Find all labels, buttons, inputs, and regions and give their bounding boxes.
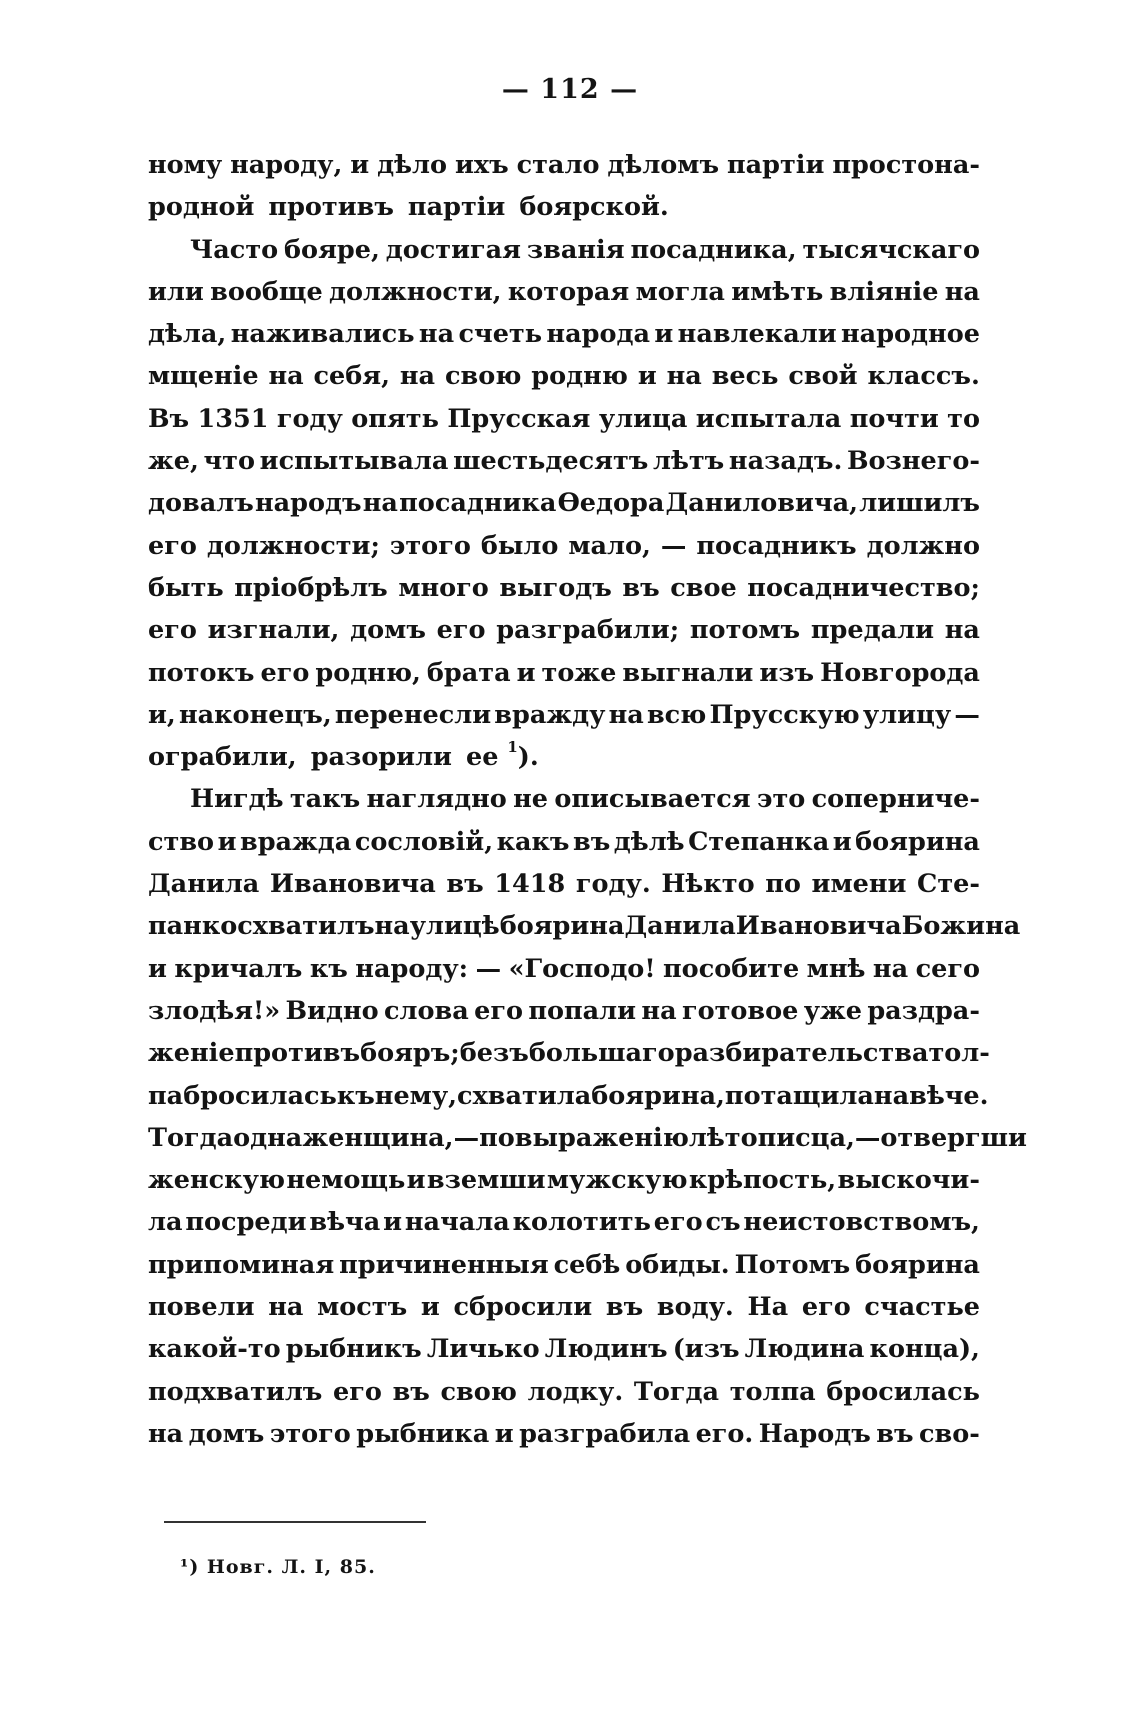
word: ограбили, xyxy=(148,742,297,773)
word: Тогда xyxy=(148,1122,234,1153)
word: мужскую xyxy=(546,1165,688,1196)
word: Нигдѣ xyxy=(190,784,284,815)
word: дѣлѣ xyxy=(613,826,685,857)
word: Вознего- xyxy=(846,446,980,477)
word: Въ xyxy=(148,403,190,434)
word: улицу xyxy=(862,699,952,730)
word: шестьдесятъ xyxy=(453,446,649,477)
word: свой xyxy=(788,361,858,392)
word: готовое xyxy=(681,995,799,1026)
word: дѣло xyxy=(377,150,448,180)
word: на xyxy=(418,319,455,350)
word: начала xyxy=(404,1207,510,1238)
word: сего xyxy=(915,953,980,984)
word: его xyxy=(801,1292,851,1323)
word: на xyxy=(944,615,980,646)
word: Данила xyxy=(148,869,260,900)
word: нему, xyxy=(374,1080,458,1111)
text-line xyxy=(148,778,980,820)
word: Степанка xyxy=(688,826,830,857)
text-line xyxy=(148,398,980,440)
text-line xyxy=(148,144,980,186)
word: и xyxy=(420,1292,440,1323)
word: его xyxy=(148,615,197,646)
text-line xyxy=(148,525,980,567)
text-line xyxy=(148,271,980,313)
word: на xyxy=(399,361,436,392)
word: Прусскую xyxy=(709,699,860,730)
word: къ xyxy=(336,1080,375,1111)
word: и xyxy=(516,657,536,688)
word: по xyxy=(765,869,801,900)
word: бояръ; xyxy=(360,1038,460,1069)
text-line xyxy=(148,948,980,990)
word: отвергши xyxy=(880,1122,1027,1153)
word: причиненныя xyxy=(339,1249,549,1280)
word: навлекали xyxy=(677,319,837,350)
text-line xyxy=(148,1371,980,1413)
word: противъ xyxy=(234,1038,361,1069)
text-line xyxy=(148,229,980,271)
word: на xyxy=(362,488,398,519)
word: бросилась xyxy=(826,1376,980,1407)
text-line xyxy=(148,440,980,482)
word: схватила xyxy=(457,1080,592,1111)
text-line xyxy=(148,821,980,863)
text-line xyxy=(148,905,1021,947)
word: могла xyxy=(635,276,725,307)
word: 1418 xyxy=(494,869,566,900)
word: почти xyxy=(849,403,939,434)
body-text xyxy=(148,144,1027,1455)
word: Часто xyxy=(190,234,279,265)
text-line xyxy=(148,863,980,905)
word: выгодъ xyxy=(499,572,612,603)
word: его xyxy=(436,615,486,646)
text-line xyxy=(148,186,980,228)
word: достигая xyxy=(385,234,521,265)
word: вражда xyxy=(239,826,352,857)
word: Даниловича, xyxy=(665,488,859,519)
word: ство xyxy=(148,826,215,857)
word: Өедора xyxy=(557,488,665,519)
word: выгнали xyxy=(622,657,754,688)
word: партіи xyxy=(726,150,825,180)
word: должности, xyxy=(329,276,502,307)
word: Нѣкто xyxy=(661,869,755,900)
word: на xyxy=(268,361,304,392)
word: лодку. xyxy=(527,1376,624,1407)
word: Потомъ xyxy=(734,1249,851,1280)
word: повели xyxy=(148,1292,255,1323)
word: году xyxy=(276,403,343,434)
word: вѣче. xyxy=(909,1080,989,1111)
text-line xyxy=(148,313,980,355)
text-line xyxy=(148,736,980,778)
word: потокъ xyxy=(148,657,255,688)
word: Ивановича xyxy=(735,911,902,942)
word: на xyxy=(944,276,980,307)
word: боярина xyxy=(499,911,625,942)
word: дѣла, xyxy=(148,319,227,350)
word: Людинъ xyxy=(544,1334,668,1365)
word: на xyxy=(268,1292,304,1323)
page-number: — 112 — xyxy=(501,74,639,105)
word: году. xyxy=(575,869,651,900)
text-line xyxy=(148,694,980,736)
word: которая xyxy=(507,276,630,307)
word: разорили xyxy=(310,742,452,773)
word: счастье xyxy=(864,1292,980,1323)
word: — xyxy=(854,1122,881,1153)
word: наглядно xyxy=(366,784,507,815)
text-line xyxy=(148,355,980,397)
word: народное xyxy=(841,319,980,350)
word: на xyxy=(872,953,909,984)
word: улица xyxy=(598,403,688,434)
word: тол- xyxy=(928,1038,990,1069)
word: противъ xyxy=(268,192,394,223)
word: испытывала xyxy=(259,446,449,477)
word: въ xyxy=(876,1418,914,1449)
word: его xyxy=(333,1376,382,1407)
word: конца), xyxy=(869,1334,980,1365)
word: стало xyxy=(516,150,600,180)
word: Божина xyxy=(901,911,1021,942)
word: партіи xyxy=(407,192,506,223)
word: предали xyxy=(810,615,934,646)
word: должности; xyxy=(206,530,380,561)
word: кричалъ xyxy=(174,953,303,984)
word: боярина xyxy=(855,826,980,857)
word: рыбникъ xyxy=(285,1334,422,1365)
word: посреди xyxy=(185,1207,307,1238)
text-line xyxy=(148,990,980,1032)
word: наконецъ, xyxy=(178,699,332,730)
word: тысячскаго xyxy=(802,234,980,265)
word: въ xyxy=(446,869,484,900)
word: свое xyxy=(670,572,737,603)
word: на xyxy=(641,995,677,1026)
word: какой-то xyxy=(148,1334,281,1365)
word: вообще xyxy=(210,276,323,307)
text-line xyxy=(148,1328,980,1370)
word: соперниче- xyxy=(811,784,980,815)
word: его xyxy=(148,530,197,561)
word: имени xyxy=(811,869,907,900)
word: бояре, xyxy=(284,234,380,265)
word: испытала xyxy=(695,403,842,434)
word: родню xyxy=(531,361,628,392)
word: (изъ xyxy=(672,1334,740,1365)
word: сво- xyxy=(919,1418,980,1449)
word: тоже xyxy=(541,657,617,688)
text-line xyxy=(148,1201,980,1243)
word: родню, xyxy=(315,657,421,688)
text-line xyxy=(148,567,980,609)
word: Прусская xyxy=(447,403,591,434)
word: наживались xyxy=(230,319,415,350)
word: боярина xyxy=(855,1249,980,1280)
word: панко xyxy=(148,911,238,942)
word: и xyxy=(406,1165,426,1196)
word: ее $^1$). xyxy=(465,737,539,773)
word: это xyxy=(756,784,806,815)
word: простона- xyxy=(832,150,980,180)
word: изъ xyxy=(759,657,815,688)
word: на xyxy=(666,361,702,392)
word: и xyxy=(350,150,370,180)
word: рыбника xyxy=(356,1418,490,1449)
word: быть xyxy=(148,572,224,603)
word: женскую xyxy=(148,1165,286,1196)
footnote: ¹) Новг. Л. I, 85. xyxy=(180,1556,376,1578)
word: ла xyxy=(148,1207,183,1238)
word: Людина xyxy=(744,1334,865,1365)
word: по xyxy=(479,1122,515,1153)
word: что xyxy=(203,446,255,477)
word: безъ xyxy=(459,1038,529,1069)
word: и xyxy=(217,826,237,857)
text-line xyxy=(148,1159,980,1201)
word: и xyxy=(383,1207,403,1238)
word: — xyxy=(453,1122,480,1153)
word: уже xyxy=(803,995,862,1026)
word: назадъ. xyxy=(728,446,843,477)
word: перенесли xyxy=(334,699,492,730)
word: пріобрѣлъ xyxy=(234,572,388,603)
word: разграбила xyxy=(519,1418,691,1449)
word: посадника, xyxy=(630,234,797,265)
word: его xyxy=(474,995,523,1026)
word: разбирательства xyxy=(674,1038,929,1069)
word: посадника xyxy=(399,488,557,519)
word: свою xyxy=(444,361,522,392)
word: въ xyxy=(622,572,660,603)
word: такъ xyxy=(289,784,361,815)
word: колотить xyxy=(512,1207,651,1238)
word: сбросили xyxy=(453,1292,593,1323)
word: ихъ xyxy=(454,150,509,180)
word: всю xyxy=(646,699,707,730)
word: съ xyxy=(705,1207,741,1238)
word: Новгорода xyxy=(820,657,980,688)
text-line xyxy=(148,609,980,651)
word: посадникъ xyxy=(696,530,857,561)
word: одна xyxy=(233,1122,303,1153)
word: дѣломъ xyxy=(607,150,720,180)
word: лишилъ xyxy=(859,488,980,519)
word: женіе xyxy=(148,1038,235,1069)
word: и xyxy=(654,319,674,350)
text-line xyxy=(148,1244,980,1286)
word: не xyxy=(513,784,549,815)
word: большаго xyxy=(528,1038,675,1069)
word: брата xyxy=(426,657,511,688)
word: и xyxy=(832,826,852,857)
word: крѣпость, xyxy=(688,1165,837,1196)
word: довалъ xyxy=(148,488,254,519)
word: вземши xyxy=(426,1165,546,1196)
word: «Господо! xyxy=(508,953,656,984)
word: въ xyxy=(573,826,611,857)
word: толпа xyxy=(729,1376,816,1407)
word: какъ xyxy=(496,826,570,857)
word: на xyxy=(608,699,644,730)
word: родной xyxy=(148,192,255,223)
word: свою xyxy=(440,1376,517,1407)
word: на xyxy=(873,1080,910,1111)
word: попали xyxy=(528,995,637,1026)
word: — xyxy=(954,699,980,730)
word: потомъ xyxy=(689,615,801,646)
word: схватилъ xyxy=(237,911,375,942)
word: воду. xyxy=(656,1292,734,1323)
word: бросилась xyxy=(183,1080,337,1111)
word: его xyxy=(653,1207,703,1238)
word: домъ xyxy=(188,1418,265,1449)
word: въ xyxy=(605,1292,644,1323)
word: па xyxy=(148,1080,184,1111)
text-line xyxy=(148,1032,990,1074)
word: вѣча xyxy=(309,1207,381,1238)
word: должно xyxy=(866,530,980,561)
word: посадничество; xyxy=(747,572,980,603)
word: народа xyxy=(546,319,650,350)
word: же, xyxy=(148,446,199,477)
word: этого xyxy=(389,530,471,561)
word: Сте- xyxy=(917,869,980,900)
word: мнѣ xyxy=(806,953,866,984)
word: — xyxy=(475,953,502,984)
word: званія xyxy=(526,234,625,265)
word: къ xyxy=(309,953,348,984)
word: лѣтъ xyxy=(652,446,725,477)
word: женщина, xyxy=(302,1122,454,1153)
word: его xyxy=(260,657,310,688)
word: народу, xyxy=(230,150,343,180)
word: этого xyxy=(269,1418,351,1449)
word: ному xyxy=(148,150,223,180)
word: классъ. xyxy=(867,361,980,392)
word: мостъ xyxy=(317,1292,408,1323)
word: обиды. xyxy=(625,1249,730,1280)
word: лѣтописца, xyxy=(688,1122,855,1153)
word: пособите xyxy=(663,953,800,984)
word: На xyxy=(747,1292,789,1323)
word: потащила xyxy=(724,1080,874,1111)
word: опять xyxy=(351,403,439,434)
word: домъ xyxy=(350,615,426,646)
word: мщеніе xyxy=(148,361,259,392)
word: боярской. xyxy=(519,192,669,223)
word: выскочи- xyxy=(837,1165,980,1196)
word: разграбили; xyxy=(496,615,680,646)
word: Видно xyxy=(285,995,379,1026)
word: Тогда xyxy=(633,1376,720,1407)
word: себѣ xyxy=(553,1249,621,1280)
word: мало, xyxy=(568,530,651,561)
footnote-divider xyxy=(164,1521,426,1523)
word: вліяніе xyxy=(829,276,939,307)
word: подхватилъ xyxy=(148,1376,323,1407)
text-line xyxy=(148,652,980,694)
word: слова xyxy=(384,995,469,1026)
word: и xyxy=(148,953,167,984)
word: боярина, xyxy=(591,1080,725,1111)
word: имѣть xyxy=(731,276,824,307)
text-line xyxy=(148,482,980,524)
word: народу: xyxy=(355,953,469,984)
word: сословій, xyxy=(354,826,494,857)
word: въ xyxy=(392,1376,430,1407)
text-line xyxy=(148,1286,980,1328)
word: его. xyxy=(695,1418,754,1449)
word: было xyxy=(480,530,559,561)
word: неистовствомъ, xyxy=(743,1207,980,1238)
word: Личько xyxy=(426,1334,540,1365)
text-line xyxy=(148,1075,989,1117)
word: и xyxy=(494,1418,514,1449)
word: себя, xyxy=(313,361,390,392)
word: 1351 xyxy=(197,403,269,434)
text-line xyxy=(148,1117,1027,1159)
word: вражду xyxy=(494,699,606,730)
word: выраженію xyxy=(514,1122,689,1153)
word: раздра- xyxy=(867,995,980,1026)
word: то xyxy=(947,403,980,434)
word: изгнали, xyxy=(207,615,340,646)
word: весь xyxy=(711,361,779,392)
word: счеть xyxy=(458,319,543,350)
word: народъ xyxy=(254,488,362,519)
word: злодѣя!» xyxy=(148,995,281,1026)
word: на xyxy=(148,1418,184,1449)
word: припоминая xyxy=(148,1249,335,1280)
word: Ивановича xyxy=(269,869,436,900)
footnote-reference: 1 xyxy=(507,737,518,756)
word: Данила xyxy=(624,911,736,942)
word: улицѣ xyxy=(409,911,500,942)
text-line xyxy=(148,1413,980,1455)
word: немощь xyxy=(286,1165,406,1196)
word: Народъ xyxy=(758,1418,871,1449)
word: — xyxy=(660,530,687,561)
word: или xyxy=(148,276,204,307)
word: описывается xyxy=(554,784,751,815)
word: и, xyxy=(148,699,176,730)
word: на xyxy=(374,911,410,942)
word: много xyxy=(398,572,489,603)
word: и xyxy=(637,361,657,392)
